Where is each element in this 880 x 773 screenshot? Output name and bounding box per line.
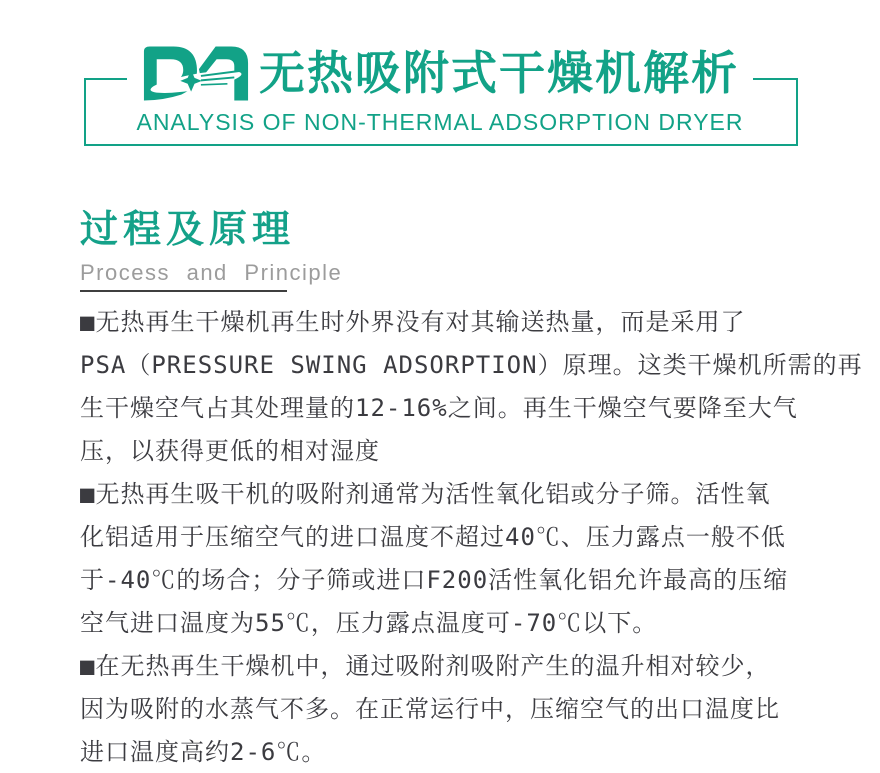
section-subtitle: Process and Principle bbox=[80, 259, 343, 285]
text-line: 压，以获得更低的相对湿度 bbox=[80, 436, 380, 465]
text-line: 化铝适用于压缩空气的进口温度不超过40℃、压力露点一般不低 bbox=[80, 522, 786, 551]
content-area bbox=[0, 146, 880, 773]
page-title: 无热吸附式干燥机解析 bbox=[259, 47, 739, 99]
text-line: PSA（PRESSURE SWING ADSORPTION）原理。这类干燥机所需的再 bbox=[80, 350, 863, 379]
text-line: 进口温度高约2-6℃。 bbox=[80, 737, 327, 766]
paragraph-2 bbox=[80, 473, 820, 645]
text-line: ■无热再生吸干机的吸附剂通常为活性氧化铝或分子筛。活性氧 bbox=[80, 479, 771, 508]
masthead bbox=[0, 0, 880, 146]
dm-star-logo-icon bbox=[141, 44, 251, 102]
article-body bbox=[80, 301, 863, 773]
section-title: 过程及原理 bbox=[80, 209, 296, 251]
text-line: 于-40℃的场合；分子筛或进口F200活性氧化铝允许最高的压缩 bbox=[80, 565, 789, 594]
text-line: ■在无热再生干燥机中，通过吸附剂吸附产生的温升相对较少， bbox=[80, 651, 771, 680]
section-underline bbox=[80, 290, 287, 292]
paragraph-1 bbox=[80, 301, 863, 473]
text-line: 生干燥空气占其处理量的12-16%之间。再生干燥空气要降至大气 bbox=[80, 393, 798, 422]
brand-title-row bbox=[127, 42, 753, 104]
text-line: ■无热再生干燥机再生时外界没有对其输送热量，而是采用了 bbox=[80, 307, 746, 336]
paragraph-3 bbox=[80, 645, 820, 773]
text-line: 空气进口温度为55℃，压力露点温度可-70℃以下。 bbox=[80, 608, 658, 637]
page-subtitle: ANALYSIS OF NON-THERMAL ADSORPTION DRYER bbox=[136, 109, 744, 135]
text-line: 因为吸附的水蒸气不多。在正常运行中，压缩空气的出口温度比 bbox=[80, 694, 780, 723]
